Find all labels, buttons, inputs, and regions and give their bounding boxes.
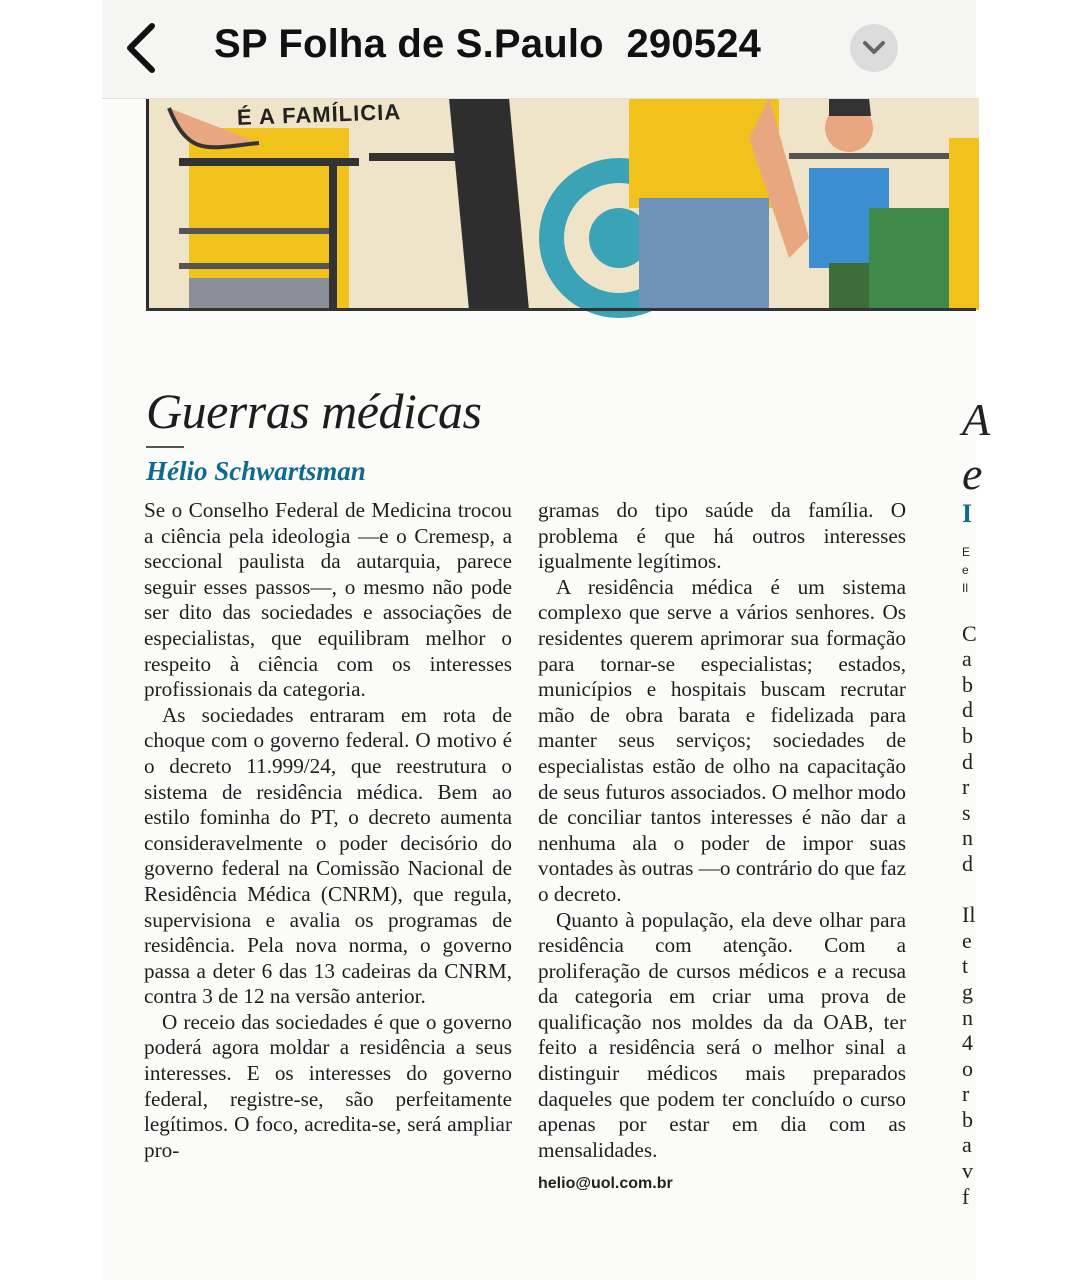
cartoon-drawing [149,98,979,310]
next-column-letters [962,621,982,1210]
paragraph: Quanto à população, ela deve olhar para residência com atenção. Com a proliferação de cursos médicos e a recusa da categoria em criar uma prova de qualificação nos moldes da da OAB, ter feito a residência será o melhor sinal a distinguir médicos mais preparados daqueles que podem ter concluído o curso apenas por estar em dia com as mensalidades. [538,907,906,1162]
paragraph: gramas do tipo saúde da família. O problema é que há outros interesses igualmente legítimos. [538,498,906,574]
next-column-letter: 4 [962,1030,973,1056]
next-column-letter: b [962,671,973,697]
document-menu-button[interactable] [850,24,898,72]
next-column-letter: o [962,1055,973,1081]
next-column-letter: e [962,927,972,953]
next-column-letter: f [962,1183,970,1209]
next-column-letter: s [962,799,971,825]
paragraph: As sociedades entraram em rota de choque com o governo federal. O motivo é o decreto 11.999/24, que reestrutura o sistema de residência médica. Bem ao estilo fominha do PT, o decreto aumenta consideravelmente o poder decisório do governo federal na Comissão Nacional de Residência Médica (CNRM), que regula, supervisiona e avalia os programas de residência. Pela nova norma, o governo passa a deter 6 das 13 cadeiras da CNRM, contra 3 de 12 na versão anterior. [144,702,512,1009]
next-column-letter: n [962,1004,973,1030]
paragraph: O receio das sociedades é que o governo poderá agora moldar a residência a seus interesses. E os interesses do governo federal, registre-se, são perfeitamente legítimos. O foco, acredita-se, será ampliar pro- [144,1009,512,1162]
article-byline: Hélio Schwartsman [146,456,366,486]
next-column-letter: r [962,1081,970,1107]
next-column-letter: d [962,697,973,723]
paragraph: A residência médica é um sistema complexo que serve a vários senhores. Os residentes querem aprimorar sua formação para tornar-se especialistas; estados, municípios e hospitais buscam recrutar mão de obra barata e fidelizada para manter seus serviços; sociedades de especialistas estão de olho na capacitação de seus futuros associados. O melhor modo de conciliar tantos interesses é não dar a nenhuma ala o poder de impor suas vontades às outras —o contrário do que faz o decreto. [538,574,906,906]
next-column-letter: d [962,748,973,774]
cartoon-illustration [146,98,979,310]
cartoon-border [146,308,976,311]
next-column-letter: r [962,774,970,800]
cartoon-caption: É A FAMÍLICIA [236,99,402,130]
next-column-letter: g [962,978,973,1004]
next-column-letter: C [962,620,977,646]
next-column-letter: v [962,1158,973,1184]
next-column-letter: n [962,825,973,851]
next-byline-char: I [962,499,973,528]
article-headline: Guerras médicas [146,383,482,439]
back-button[interactable] [120,20,164,76]
reader-toolbar [102,0,976,99]
next-column-letter [962,877,982,903]
document-title: SP Folha de S.Paulo 290524 [214,22,762,66]
next-headline-char: e [962,448,983,499]
next-small-line: e [962,562,969,577]
article-column-1 [144,498,512,1163]
paragraph: Se o Conselho Federal de Medicina trocou a ciência pela ideologia —e o Cremesp, a seccional paulista da autarquia, parece seguir esses passos—, o mesmo não pode ser dito das sociedades e associações de especialistas, que equilibram melhor o respeito à ciência com os interesses profissionais da categoria. [144,498,512,702]
headline-rule [146,446,184,448]
newspaper-page [102,98,991,1280]
next-column-letter: Il [962,902,976,928]
next-column-letter: a [962,1132,972,1158]
next-column-letter: b [962,1106,973,1132]
next-small-line: E [962,544,971,559]
next-column-letter: a [962,646,972,672]
next-small-line: Il [962,580,968,595]
next-column-letter: t [962,953,969,979]
next-column-letter: d [962,850,973,876]
author-email[interactable]: helio@uol.com.br [538,1175,673,1193]
chevron-down-icon [862,38,886,58]
next-column-letter: b [962,722,973,748]
article-column-2 [538,498,906,1197]
next-headline-char: A [962,394,991,445]
chevron-left-icon [120,20,164,76]
next-article-column-cut [962,393,991,1209]
